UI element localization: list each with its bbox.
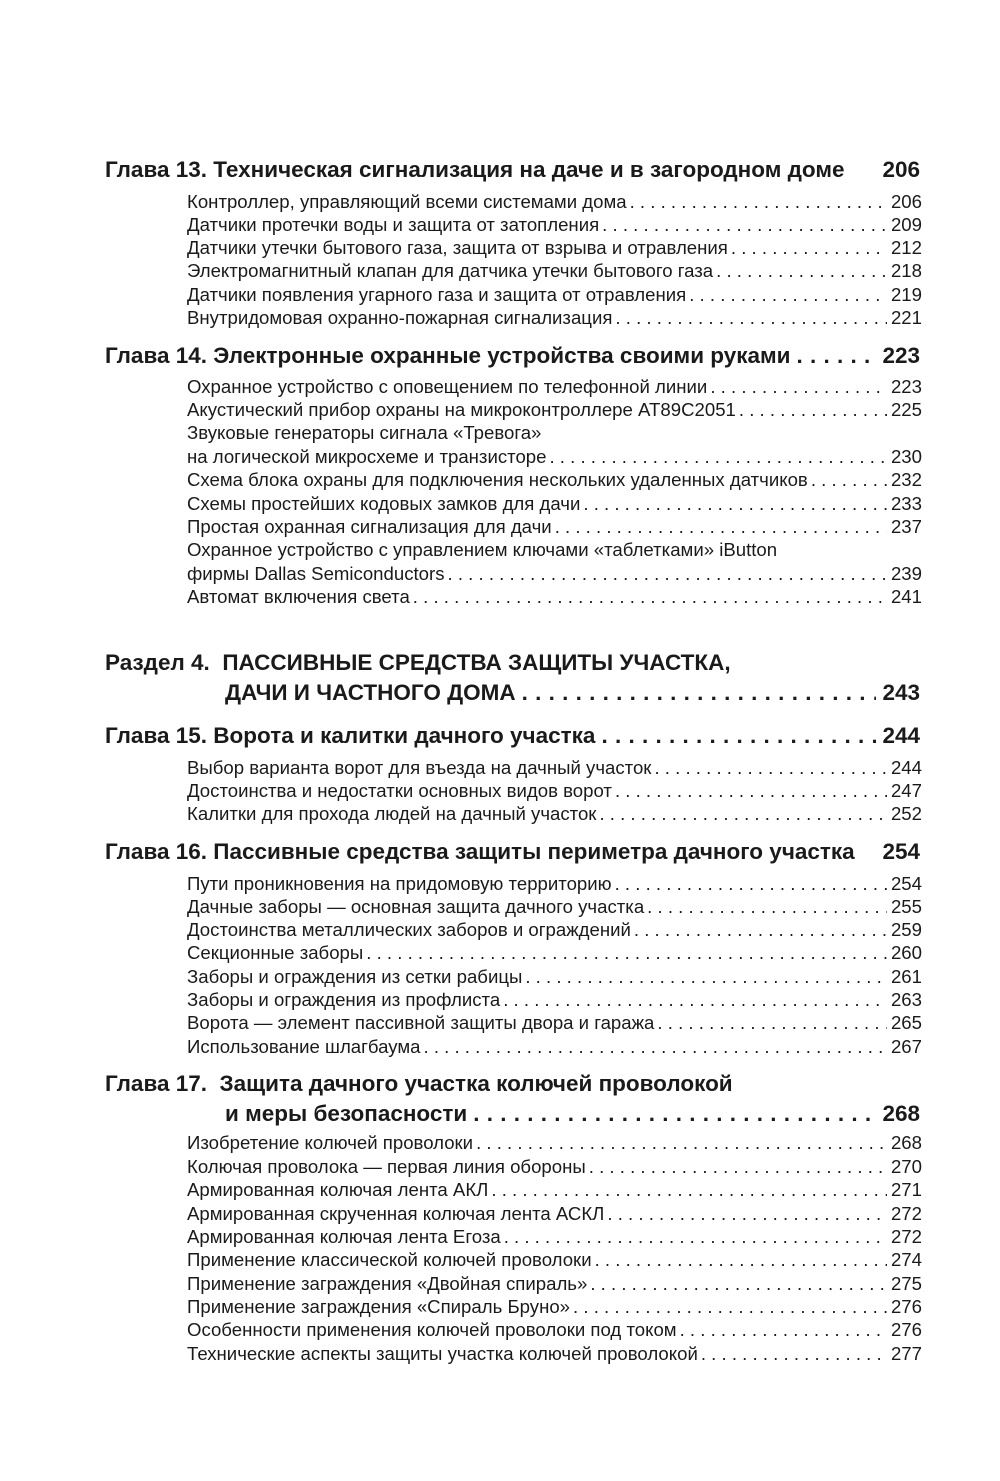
entry-page: 255 [890, 896, 922, 917]
entry-title: Дачные заборы — основная защита дачного участка [187, 896, 645, 917]
toc-entry[interactable] [187, 1155, 922, 1178]
entry-title: Датчики протечки воды и защита от затопления [187, 214, 600, 235]
chapter-15-heading[interactable] [105, 723, 920, 749]
entry-title: Схема блока охраны для подключения нескольких удаленных датчиков [187, 469, 808, 490]
toc-entry[interactable] [187, 468, 922, 491]
dot-leader [716, 259, 887, 282]
entry-page: 237 [890, 516, 922, 537]
entry-title: Датчики появления угарного газа и защита от отравления [187, 284, 687, 305]
chapter-title: Электронные охранные устройства своими руками [213, 343, 791, 368]
dot-leader [710, 375, 887, 398]
entry-page: 209 [890, 214, 922, 235]
chapter-label: Глава 17. [105, 1071, 208, 1096]
dot-leader [615, 872, 887, 895]
entry-page: 225 [890, 399, 922, 420]
entry-title: фирмы Dallas Semiconductors [187, 563, 445, 584]
dot-leader [555, 515, 887, 538]
chapter-page: 206 [882, 157, 920, 182]
section-title-line1: ПАССИВНЫЕ СРЕДСТВА ЗАЩИТЫ УЧАСТКА, [222, 650, 731, 675]
chapter-label: Глава 15. [105, 723, 208, 748]
entry-title: Заборы и ограждения из сетки рабицы [187, 966, 523, 987]
toc-entry[interactable] [187, 965, 922, 988]
entry-title: Схемы простейших кодовых замков для дачи [187, 493, 581, 514]
section-4-heading[interactable] [105, 650, 920, 676]
chapter-title: Ворота и калитки дачного участка [213, 723, 596, 748]
chapter-page: 244 [882, 723, 920, 748]
entry-title: Охранное устройство с оповещением по телефонной линии [187, 376, 708, 397]
dot-leader [811, 468, 887, 491]
toc-entry[interactable] [187, 756, 922, 779]
dot-leader [413, 585, 887, 608]
entry-page: 270 [890, 1156, 922, 1177]
entry-title: Особенности применения колючей проволоки под током [187, 1319, 677, 1340]
entry-title: Внутридомовая охранно-пожарная сигнализация [187, 307, 613, 328]
dot-leader [590, 1272, 887, 1295]
dot-leader [634, 918, 887, 941]
toc-entry[interactable] [187, 1011, 922, 1034]
entry-page: 219 [890, 284, 922, 305]
entry-page: 272 [890, 1226, 922, 1247]
toc-entry[interactable] [187, 941, 922, 964]
entry-page: 274 [890, 1249, 922, 1270]
dot-leader [797, 343, 877, 369]
chapter-13-heading[interactable] [105, 157, 920, 183]
entry-title: Применение заграждения «Спираль Бруно» [187, 1296, 571, 1317]
entry-title: Калитки для прохода людей на дачный участок [187, 803, 597, 824]
chapter-title-line1: Защита дачного участка колючей проволокой [219, 1071, 733, 1096]
toc-entry[interactable] [187, 1202, 922, 1225]
toc-entry[interactable] [187, 585, 922, 608]
dot-leader [476, 1131, 887, 1154]
dot-leader [731, 236, 887, 259]
entry-page: 247 [890, 780, 922, 801]
entry-page: 218 [890, 260, 922, 281]
toc-entry[interactable] [187, 306, 922, 329]
entry-title: Армированная скрученная колючая лента АСКЛ [187, 1203, 605, 1224]
entry-page: 276 [890, 1296, 922, 1317]
entry-page: 244 [890, 757, 922, 778]
section-label: Раздел 4. [105, 650, 210, 675]
entry-title: Контроллер, управляющий всеми системами дома [187, 191, 627, 212]
entry-page: 276 [890, 1319, 922, 1340]
entry-title: Датчики утечки бытового газа, защита от взрыва и отравления [187, 237, 728, 258]
chapter-title: Пассивные средства защиты периметра дачного участка [213, 839, 855, 864]
dot-leader [615, 306, 887, 329]
entry-title: Выбор варианта ворот для въезда на дачный участок [187, 757, 652, 778]
entry-page: 206 [890, 191, 922, 212]
dot-leader [473, 1101, 876, 1127]
section-title-line2: ДАЧИ И ЧАСТНОГО ДОМА [225, 680, 516, 705]
entry-page: 261 [890, 966, 922, 987]
dot-leader [503, 988, 887, 1011]
toc-entry[interactable] [187, 190, 922, 213]
toc-entry[interactable] [187, 1318, 922, 1341]
chapter-label: Глава 14. [105, 343, 208, 368]
toc-entry[interactable] [187, 918, 922, 941]
toc-entry[interactable] [187, 515, 922, 538]
chapter-14-heading[interactable] [105, 343, 920, 369]
toc-entry[interactable] [187, 1295, 922, 1318]
toc-entry[interactable] [187, 492, 922, 515]
section-4-heading-cont[interactable] [225, 680, 920, 706]
dot-leader [654, 756, 887, 779]
dot-leader [583, 492, 887, 515]
entry-title: Армированная колючая лента Егоза [187, 1226, 501, 1247]
toc-entry[interactable] [187, 283, 922, 306]
dot-leader [573, 1295, 887, 1318]
dot-leader [423, 1035, 886, 1058]
chapter-page: 223 [882, 343, 920, 368]
dot-leader [595, 1248, 887, 1271]
entry-page: 259 [890, 919, 922, 940]
entry-page: 252 [890, 803, 922, 824]
dot-leader [615, 779, 887, 802]
toc-entry[interactable] [187, 259, 922, 282]
toc-entry-line[interactable]: Охранное устройство с управлением ключами «таблетками» iButton [187, 539, 778, 560]
dot-leader [739, 398, 887, 421]
chapter-page: 268 [882, 1101, 920, 1126]
entry-title: Простая охранная сигнализация для дачи [187, 516, 552, 537]
entry-title: Акустический прибор охраны на микроконтроллере AT89C2051 [187, 399, 736, 420]
toc-entry[interactable] [187, 1225, 922, 1248]
entry-title: Автомат включения света [187, 586, 410, 607]
toc-entry[interactable] [187, 236, 922, 259]
toc-entry[interactable] [187, 1131, 922, 1154]
entry-title: Армированная колючая лента АКЛ [187, 1179, 489, 1200]
entry-page: 271 [890, 1179, 922, 1200]
toc-entry[interactable] [187, 1035, 922, 1058]
toc-entry[interactable] [187, 779, 922, 802]
dot-leader [630, 190, 887, 213]
toc-entry[interactable] [187, 895, 922, 918]
toc-entry[interactable] [187, 1178, 922, 1201]
dot-leader [522, 680, 877, 706]
dot-leader [448, 562, 887, 585]
entry-page: 263 [890, 989, 922, 1010]
entry-page: 272 [890, 1203, 922, 1224]
toc-entry[interactable] [187, 445, 922, 468]
chapter-17-heading-cont[interactable] [225, 1101, 920, 1127]
entry-title: на логической микросхеме и транзисторе [187, 446, 547, 467]
entry-title: Достоинства и недостатки основных видов ворот [187, 780, 612, 801]
section-page: 243 [882, 680, 920, 705]
toc-entry[interactable] [187, 1272, 922, 1295]
dot-leader [647, 895, 887, 918]
dot-leader [689, 283, 887, 306]
dot-leader [607, 1202, 887, 1225]
entry-page: 212 [890, 237, 922, 258]
dot-leader [366, 941, 887, 964]
entry-page: 277 [890, 1343, 922, 1364]
entry-title: Изобретение колючей проволоки [187, 1132, 474, 1153]
entry-title: Применение заграждения «Двойная спираль» [187, 1273, 588, 1294]
dot-leader [657, 1011, 887, 1034]
toc-entry[interactable] [187, 562, 922, 585]
dot-leader [525, 965, 887, 988]
entry-title: Ворота — элемент пассивной защиты двора и гаража [187, 1012, 655, 1033]
entry-page: 275 [890, 1273, 922, 1294]
entry-page: 230 [890, 446, 922, 467]
chapter-label: Глава 13. [105, 157, 208, 182]
entry-title: Использование шлагбаума [187, 1036, 421, 1057]
entry-page: 267 [890, 1036, 922, 1057]
toc-entry[interactable] [187, 802, 922, 825]
chapter-page: 254 [882, 839, 920, 864]
toc-entry[interactable] [187, 1248, 922, 1271]
dot-leader [601, 723, 876, 749]
toc-entry[interactable] [187, 988, 922, 1011]
dot-leader [701, 1342, 887, 1365]
dot-leader [599, 802, 887, 825]
entry-title: Секционные заборы [187, 942, 364, 963]
chapter-16-heading[interactable] [105, 839, 920, 865]
entry-page: 232 [890, 469, 922, 490]
toc-entry[interactable] [187, 398, 922, 421]
entry-title: Применение классической колючей проволоки [187, 1249, 592, 1270]
dot-leader [680, 1318, 887, 1341]
entry-page: 265 [890, 1012, 922, 1033]
entry-page: 221 [890, 307, 922, 328]
toc-entry[interactable] [187, 375, 922, 398]
dot-leader [589, 1155, 887, 1178]
dot-leader [491, 1178, 887, 1201]
entry-title: Колючая проволока — первая линия обороны [187, 1156, 586, 1177]
entry-page: 239 [890, 563, 922, 584]
chapter-title-line2: и меры безопасности [225, 1101, 468, 1126]
dot-leader [504, 1225, 887, 1248]
entry-page: 233 [890, 493, 922, 514]
entry-page: 260 [890, 942, 922, 963]
entry-page: 268 [890, 1132, 922, 1153]
dot-leader [549, 445, 887, 468]
toc-entry-line[interactable]: Звуковые генераторы сигнала «Тревога» [187, 422, 542, 443]
toc-entry[interactable] [187, 872, 922, 895]
entry-title: Достоинства металлических заборов и ограждений [187, 919, 631, 940]
chapter-17-heading[interactable] [105, 1071, 920, 1097]
toc-entry[interactable] [187, 1342, 922, 1365]
dot-leader [602, 213, 887, 236]
entry-title: Электромагнитный клапан для датчика утечки бытового газа [187, 260, 714, 281]
entry-page: 254 [890, 873, 922, 894]
entry-title: Заборы и ограждения из профлиста [187, 989, 501, 1010]
entry-title: Технические аспекты защиты участка колючей проволокой [187, 1343, 698, 1364]
entry-title: Пути проникновения на придомовую территорию [187, 873, 612, 894]
entry-page: 223 [890, 376, 922, 397]
toc-entry[interactable] [187, 213, 922, 236]
chapter-title: Техническая сигнализация на даче и в загородном доме [213, 157, 845, 182]
entry-page: 241 [890, 586, 922, 607]
chapter-label: Глава 16. [105, 839, 208, 864]
